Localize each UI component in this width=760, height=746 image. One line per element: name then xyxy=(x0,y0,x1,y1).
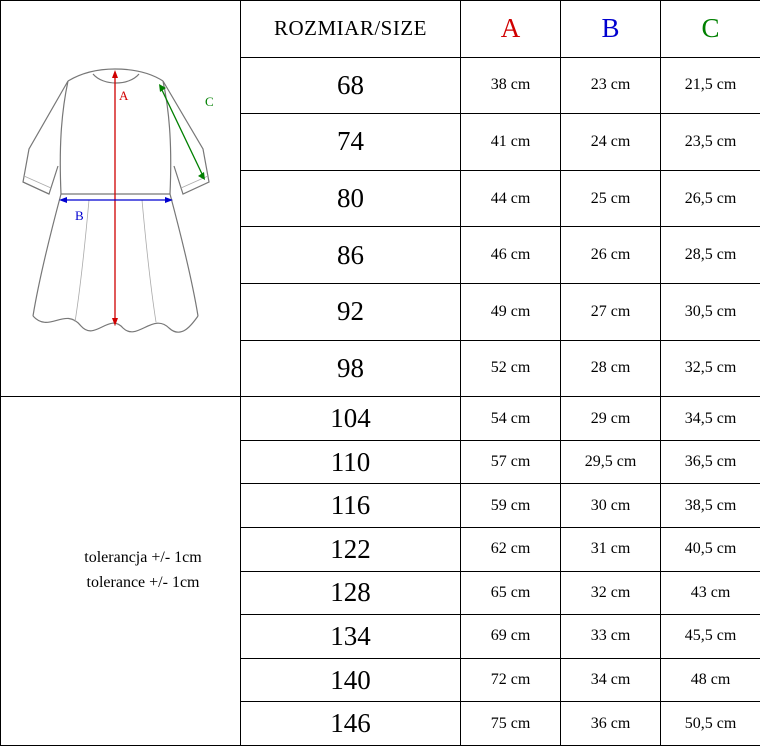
header-size: ROZMIAR/SIZE xyxy=(241,1,461,58)
cell-b: 28 cm xyxy=(561,340,661,397)
measure-line-b xyxy=(59,197,173,203)
cell-c: 28,5 cm xyxy=(661,227,760,284)
cell-b: 31 cm xyxy=(561,527,661,571)
cell-c: 45,5 cm xyxy=(661,615,760,659)
cell-size: 140 xyxy=(241,658,461,702)
tolerance-line-pl: tolerancja +/- 1cm xyxy=(84,549,202,567)
cell-size: 122 xyxy=(241,527,461,571)
cell-size: 110 xyxy=(241,440,461,484)
cell-a: 44 cm xyxy=(461,170,561,227)
tolerance-cell xyxy=(1,397,241,746)
cell-a: 59 cm xyxy=(461,484,561,528)
cell-c: 38,5 cm xyxy=(661,484,760,528)
cell-a: 69 cm xyxy=(461,615,561,659)
cell-b: 34 cm xyxy=(561,658,661,702)
cell-b: 30 cm xyxy=(561,484,661,528)
measure-line-a xyxy=(112,70,118,326)
header-column-c: C xyxy=(661,1,760,58)
cell-c: 48 cm xyxy=(661,658,760,702)
table-row xyxy=(1,397,760,441)
cell-a: 38 cm xyxy=(461,57,561,114)
cell-size: 98 xyxy=(241,340,461,397)
cell-size: 68 xyxy=(241,57,461,114)
garment-diagram xyxy=(1,1,240,396)
cell-size: 134 xyxy=(241,615,461,659)
cell-b: 33 cm xyxy=(561,615,661,659)
cell-a: 41 cm xyxy=(461,114,561,171)
label-a: A xyxy=(118,87,128,103)
cell-c: 34,5 cm xyxy=(661,397,760,441)
cell-a: 65 cm xyxy=(461,571,561,615)
tolerance-line-en: tolerance +/- 1cm xyxy=(86,574,200,592)
cell-c: 32,5 cm xyxy=(661,340,760,397)
cell-c: 23,5 cm xyxy=(661,114,760,171)
cell-a: 52 cm xyxy=(461,340,561,397)
cell-c: 30,5 cm xyxy=(661,283,760,340)
cell-a: 62 cm xyxy=(461,527,561,571)
cell-size: 128 xyxy=(241,571,461,615)
cell-b: 36 cm xyxy=(561,702,661,746)
cell-a: 49 cm xyxy=(461,283,561,340)
table-header-row xyxy=(1,1,760,58)
garment-diagram-cell xyxy=(1,1,241,397)
cell-size: 146 xyxy=(241,702,461,746)
cell-a: 75 cm xyxy=(461,702,561,746)
cell-b: 25 cm xyxy=(561,170,661,227)
cell-size: 80 xyxy=(241,170,461,227)
cell-a: 57 cm xyxy=(461,440,561,484)
cell-b: 29 cm xyxy=(561,397,661,441)
cell-a: 54 cm xyxy=(461,397,561,441)
cell-size: 86 xyxy=(241,227,461,284)
cell-size: 104 xyxy=(241,397,461,441)
label-b: B xyxy=(74,207,84,223)
cell-c: 36,5 cm xyxy=(661,440,760,484)
cell-a: 72 cm xyxy=(461,658,561,702)
measure-line-c xyxy=(159,84,205,180)
cell-size: 116 xyxy=(241,484,461,528)
cell-c: 40,5 cm xyxy=(661,527,760,571)
cell-c: 21,5 cm xyxy=(661,57,760,114)
cell-b: 29,5 cm xyxy=(561,440,661,484)
header-column-b: B xyxy=(561,1,661,58)
cell-b: 27 cm xyxy=(561,283,661,340)
cell-b: 24 cm xyxy=(561,114,661,171)
cell-size: 92 xyxy=(241,283,461,340)
cell-c: 43 cm xyxy=(661,571,760,615)
cell-size: 74 xyxy=(241,114,461,171)
cell-c: 26,5 cm xyxy=(661,170,760,227)
cell-b: 32 cm xyxy=(561,571,661,615)
cell-c: 50,5 cm xyxy=(661,702,760,746)
cell-a: 46 cm xyxy=(461,227,561,284)
label-c: C xyxy=(204,93,214,109)
dress-illustration xyxy=(11,54,231,344)
cell-b: 23 cm xyxy=(561,57,661,114)
cell-b: 26 cm xyxy=(561,227,661,284)
header-column-a: A xyxy=(461,1,561,58)
